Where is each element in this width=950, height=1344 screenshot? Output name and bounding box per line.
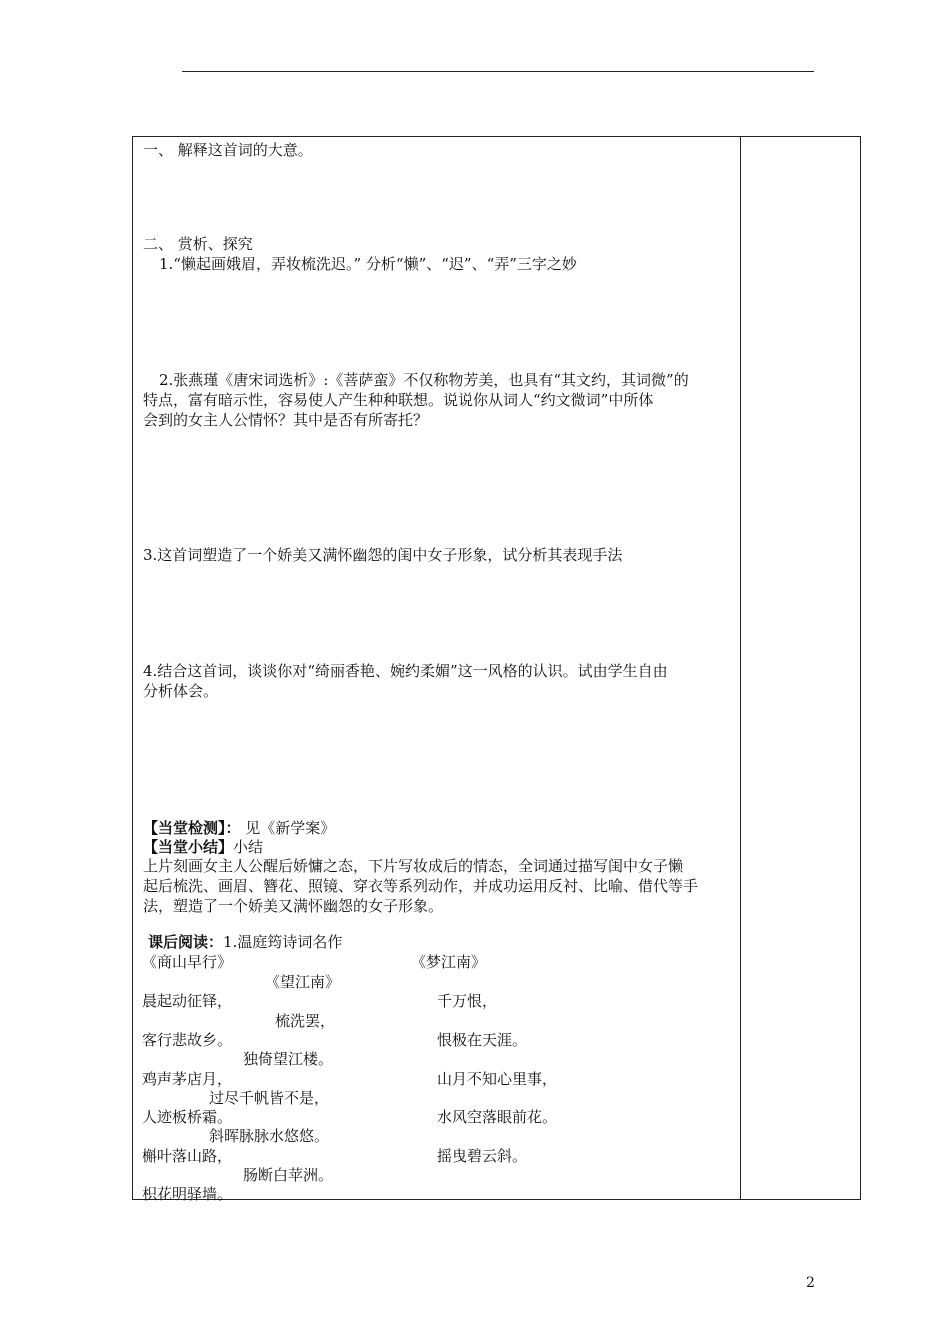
question-2-line: 2.张燕瑾《唐宋词选析》:《菩萨蛮》不仅称物芳美，也具有“其文约，其词微”的 [159,371,689,389]
in-class-summary-label: 【当堂小结】 [143,838,234,856]
poem3-title: 《梦江南》 [411,953,487,971]
poem1-line: 槲叶落山路， [142,1147,233,1165]
section1-heading: 一、 解释这首词的大意。 [143,141,313,159]
after-class-reading-label: 课后阅读： [148,933,224,951]
in-class-summary [143,837,735,857]
summary-body [143,856,735,916]
poem3-line: 山月不知心里事， [437,1070,558,1088]
poem2-line: 梳洗罢， [275,1012,336,1030]
poem2-line: 过尽千帆皆不是， [209,1089,330,1107]
question-4-line: 4.结合这首词，谈谈你对“绮丽香艳、婉约柔媚”这一风格的认识。试由学生自由 [143,662,668,680]
poem1-line: 客行悲故乡。 [142,1031,233,1049]
poem3-line: 水风空落眼前花。 [437,1108,558,1126]
poem3-line: 恨极在天涯。 [437,1031,528,1049]
poem1-line: 鸡声茅店月， [142,1070,233,1088]
summary-body-line: 起后梳洗、画眉、簪花、照镜、穿衣等系列动作，并成功运用反衬、比喻、借代等手 [143,877,699,895]
poem2-line: 斜晖脉脉水悠悠。 [209,1127,330,1145]
question-2-line: 会到的女主人公情怀？其中是否有所寄托？ [143,411,429,429]
poem2-title: 《望江南》 [265,973,341,991]
poem1-title: 《商山早行》 [142,953,233,971]
after-class-reading-text: 1.温庭筠诗词名作 [223,933,343,951]
poem1-line: 人迹板桥霜。 [142,1108,233,1126]
after-class-reading [148,932,740,952]
in-class-summary-text: 小结 [233,838,264,856]
poem3-line: 摇曳碧云斜。 [437,1147,528,1165]
in-class-check-text: 见《新学案》 [240,819,336,837]
poem3-line: 千万恨， [437,992,498,1010]
in-class-check [143,818,735,838]
poem2-line: 肠断白苹洲。 [243,1166,334,1184]
poem1-line: 枳花明驿墙。 [142,1185,233,1203]
question-4-line: 分析体会。 [143,682,219,700]
page-number: 2 [806,1275,815,1291]
question-4 [143,661,735,701]
poem1-line: 晨起动征铎， [142,992,233,1010]
section2-heading: 二、 赏析、探究 [143,235,253,253]
poem2-line: 独倚望江楼。 [243,1050,334,1068]
notes-column-divider [740,136,741,1200]
question-3: 3.这首词塑造了一个娇美又满怀幽怨的闺中女子形象，试分析其表现手法 [143,546,623,564]
question-1: 1.“懒起画娥眉，弄妆梳洗迟。” 分析“懒”、“迟”、“弄”三字之妙 [159,255,577,273]
question-2 [143,370,735,430]
in-class-check-label: 【当堂检测】： [143,819,241,837]
summary-body-line: 法，塑造了一个娇美又满怀幽怨的女子形象。 [143,897,444,915]
summary-body-line: 上片刻画女主人公醒后娇慵之态，下片写妆成后的情态，全词通过描写闺中女子懒 [143,857,684,875]
question-2-line: 特点，富有暗示性，容易使人产生种种联想。说说你从词人“约文微词”中所体 [143,391,654,409]
header-rule [182,71,814,72]
